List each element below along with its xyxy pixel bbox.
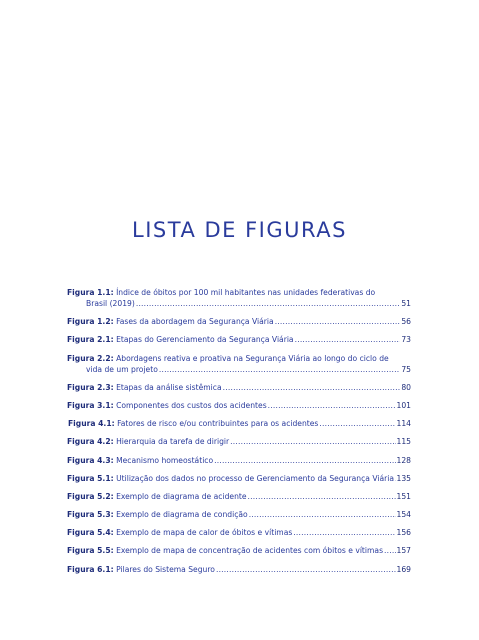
list-item[interactable]: [67, 491, 411, 502]
dot-leader: [384, 545, 395, 556]
list-item[interactable]: [67, 418, 411, 429]
figure-caption: Abordagens reativa e proativa na Segurança Viária ao longo do ciclo de: [116, 353, 389, 363]
list-item[interactable]: [67, 455, 411, 466]
page-number: 128: [396, 455, 411, 465]
figure-caption: Fatores de risco e/ou contribuintes para os acidentes: [117, 419, 319, 429]
dot-leader: [136, 298, 401, 309]
page-number: 73: [401, 335, 411, 345]
figure-caption: Utilização dos dados no processo de Gerenciamento da Segurança Viária: [116, 473, 394, 483]
dot-leader: [248, 491, 396, 502]
dot-leader: [223, 382, 401, 393]
figure-caption: Exemplo de diagrama de condição: [116, 510, 248, 520]
dot-leader: [319, 418, 395, 429]
figure-caption: Etapas da análise sistêmica: [116, 382, 222, 392]
figure-caption: Etapas do Gerenciamento da Segurança Viária: [116, 335, 294, 345]
figure-caption-continued: Brasil (2019): [86, 299, 135, 308]
figure-label: Figura 5.4:: [67, 528, 114, 538]
figure-label: Figura 5.1:: [67, 473, 114, 483]
list-item[interactable]: [67, 316, 411, 327]
figure-label: Figura 5.5:: [67, 546, 114, 556]
figure-label: Figura 2.3:: [67, 382, 114, 392]
figure-caption: Exemplo de diagrama de acidente: [116, 491, 247, 501]
figure-caption-continued: vida de um projeto: [86, 364, 158, 374]
figure-caption: Componentes dos custos dos acidentes: [116, 400, 267, 410]
figure-label: Figura 2.2:: [67, 353, 114, 363]
dot-leader: [214, 455, 395, 466]
figure-caption: Pilares do Sistema Seguro: [116, 564, 215, 574]
list-item[interactable]: [67, 473, 411, 484]
list-item[interactable]: [67, 334, 411, 345]
figure-caption: Exemplo de mapa de concentração de acidentes com óbitos e vítimas: [116, 546, 384, 556]
figure-caption: Fases da abordagem da Segurança Viária: [116, 317, 274, 327]
page-number: 169: [396, 564, 411, 574]
dot-leader: [159, 364, 400, 375]
figure-label: Figura 6.1:: [67, 564, 114, 574]
figure-label: Figura 3.1:: [67, 400, 114, 410]
dot-leader: [395, 473, 396, 484]
list-item[interactable]: [67, 436, 411, 447]
list-item[interactable]: [67, 527, 411, 538]
page-number: 151: [396, 491, 411, 501]
dot-leader: [295, 334, 401, 345]
figure-label: Figura 4.1:: [68, 419, 115, 429]
figure-label: Figura 1.1:: [67, 288, 114, 297]
page-number: 135: [396, 473, 411, 483]
list-item[interactable]: [67, 400, 411, 411]
figure-caption: Mecanismo homeostático: [116, 455, 214, 465]
dot-leader: [268, 400, 396, 411]
page-number: 75: [401, 364, 411, 374]
page-number: 80: [401, 382, 411, 392]
figure-caption: Hierarquia da tarefa de dirigir: [116, 437, 230, 447]
page-number: 115: [396, 437, 411, 447]
page-number: 156: [396, 528, 411, 538]
dot-leader: [216, 564, 396, 575]
figure-label: Figura 4.2:: [67, 437, 114, 447]
list-item[interactable]: [67, 545, 411, 556]
page-number: 51: [401, 299, 411, 308]
figure-label: Figura 5.2:: [67, 491, 114, 501]
list-item[interactable]: [67, 564, 411, 575]
dot-leader: [249, 509, 396, 520]
page-title: LISTA DE FIGURAS: [132, 218, 347, 242]
page-number: 101: [396, 400, 411, 410]
page-number: 114: [396, 419, 411, 429]
page-number: 56: [401, 317, 411, 327]
figure-list: [67, 287, 411, 575]
page-number: 154: [396, 510, 411, 520]
dot-leader: [293, 527, 395, 538]
dot-leader: [230, 436, 395, 447]
page-number: 157: [396, 546, 411, 556]
figure-caption: Exemplo de mapa de calor de óbitos e vítimas: [116, 528, 293, 538]
figure-label: Figura 2.1:: [67, 335, 114, 345]
list-item[interactable]: [67, 382, 411, 393]
figure-caption: Índice de óbitos por 100 mil habitantes nas unidades federativas do: [116, 288, 376, 297]
list-item[interactable]: [67, 287, 411, 309]
figure-label: Figura 5.3:: [67, 510, 114, 520]
list-item[interactable]: [67, 509, 411, 520]
list-item[interactable]: [67, 353, 411, 375]
figure-label: Figura 1.2:: [67, 317, 114, 327]
figure-label: Figura 4.3:: [67, 455, 114, 465]
dot-leader: [275, 316, 401, 327]
